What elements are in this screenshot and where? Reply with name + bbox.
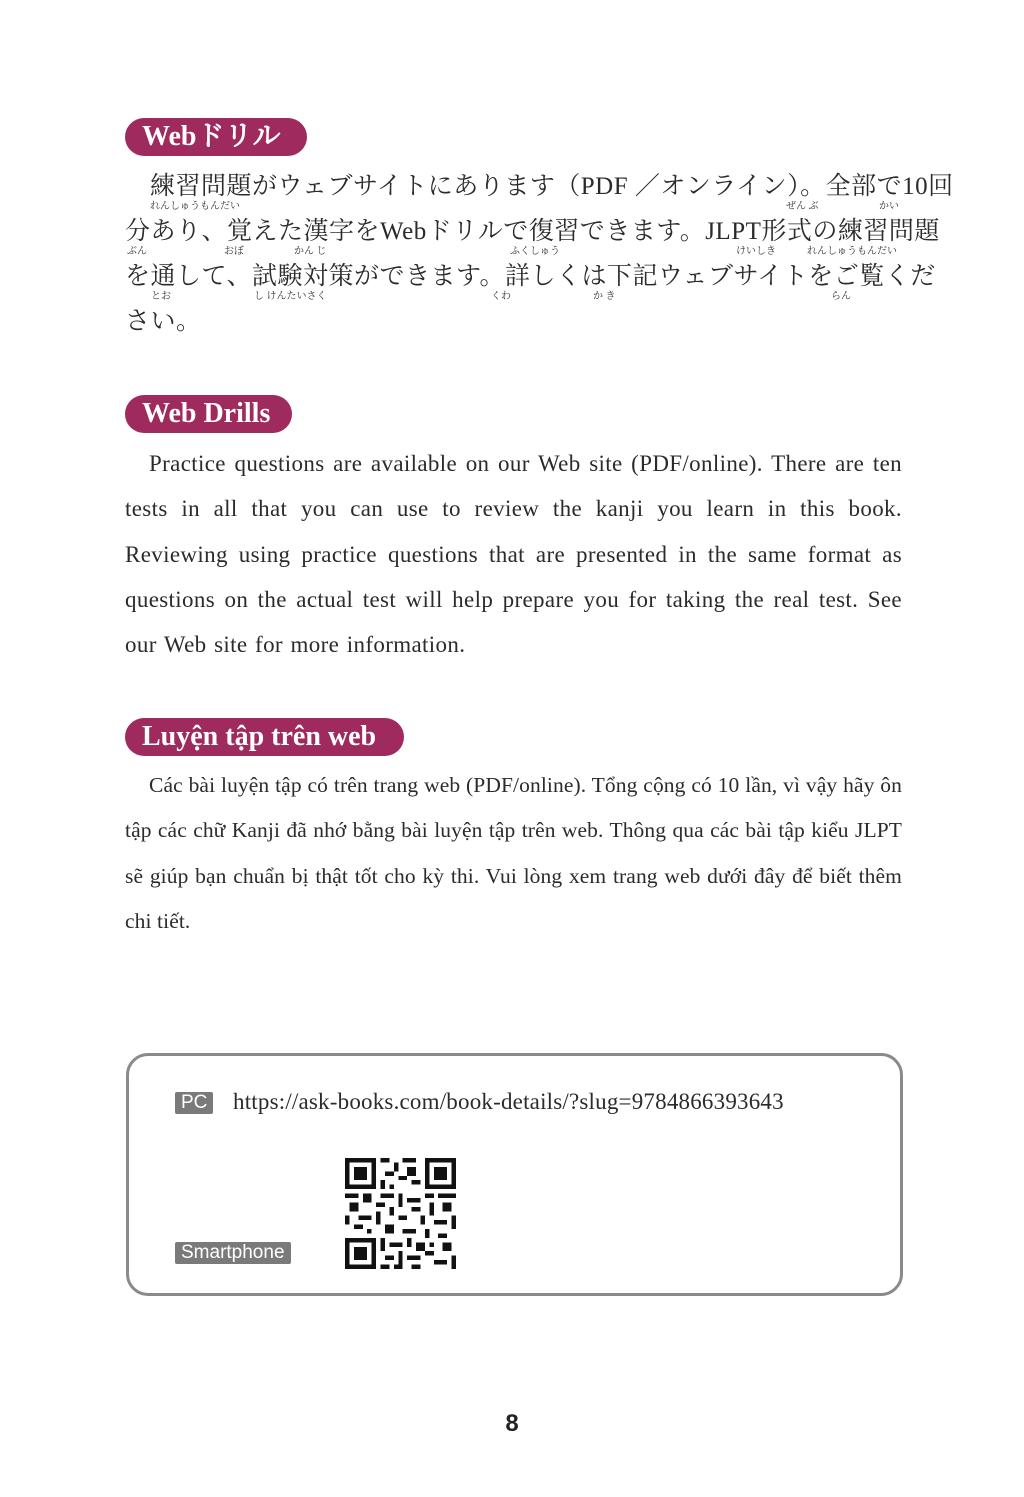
ja-ruby: ぶん	[127, 246, 147, 257]
ja-ruby: おぼ	[224, 246, 244, 257]
ja-ruby: かい	[879, 201, 899, 212]
en-body: Practice questions are available on our Web site (PDF/online). There are ten tests in all that you can use to review the kanji you learn in this book. Reviewing using practice questions that are presented in the same format as questions on the actual test will help prepare you for taking the real test. See our Web site for more information.	[125, 451, 902, 658]
qr-code-icon[interactable]	[345, 1158, 456, 1269]
ja-ruby: か き	[593, 291, 616, 302]
ja-ruby: ふくしゅう	[510, 246, 560, 257]
page-number: 8	[505, 1410, 519, 1437]
ja-ruby: とお	[151, 291, 171, 302]
pc-url-link[interactable]: https://ask-books.com/book-details/?slug=9784866393643	[233, 1089, 784, 1114]
ja-body-line-4: さい。	[125, 308, 202, 335]
url-box	[126, 1053, 903, 1296]
ja-body-line-2: 分あり、覚えた漢字をWebドリルで復習できます。JLPT形式の練習問題	[125, 218, 940, 245]
ja-ruby: れんしゅうもんだい	[150, 201, 240, 212]
ja-ruby: し けんたいさく	[254, 291, 327, 302]
ja-ruby: れんしゅうもんだい	[807, 246, 897, 257]
ja-body-line-3: を通して、試験対策ができます。詳しくは下記ウェブサイトをご覧くだ	[125, 263, 936, 290]
section-heading-ja: Webドリル	[125, 118, 307, 156]
section-heading-vi: Luyện tập trên web	[125, 718, 404, 756]
ja-ruby: くわ	[491, 291, 511, 302]
section-heading-en: Web Drills	[125, 395, 292, 433]
ja-ruby: ぜん ぶ	[786, 201, 819, 212]
ja-ruby: らん	[831, 291, 851, 302]
pc-label: PC	[175, 1092, 213, 1114]
smartphone-label: Smartphone	[175, 1242, 291, 1264]
ja-body-line-1: 練習問題がウェブサイトにあります（PDF ／オンライン）。全部で10回	[150, 173, 954, 200]
ja-ruby: けいしき	[736, 246, 776, 257]
vi-body: Các bài luyện tập có trên trang web (PDF/online). Tổng cộng có 10 lần, vì vậy hãy ôn tập các chữ Kanji đã nhớ bằng bài luyện tập trên web. Thông qua các bài tập kiểu JLPT sẽ giúp bạn chuẩn bị thật tốt cho kỳ thi. Vui lòng xem trang web dưới đây để biết thêm chi tiết.	[125, 773, 902, 933]
ja-ruby: かん じ	[294, 246, 327, 257]
